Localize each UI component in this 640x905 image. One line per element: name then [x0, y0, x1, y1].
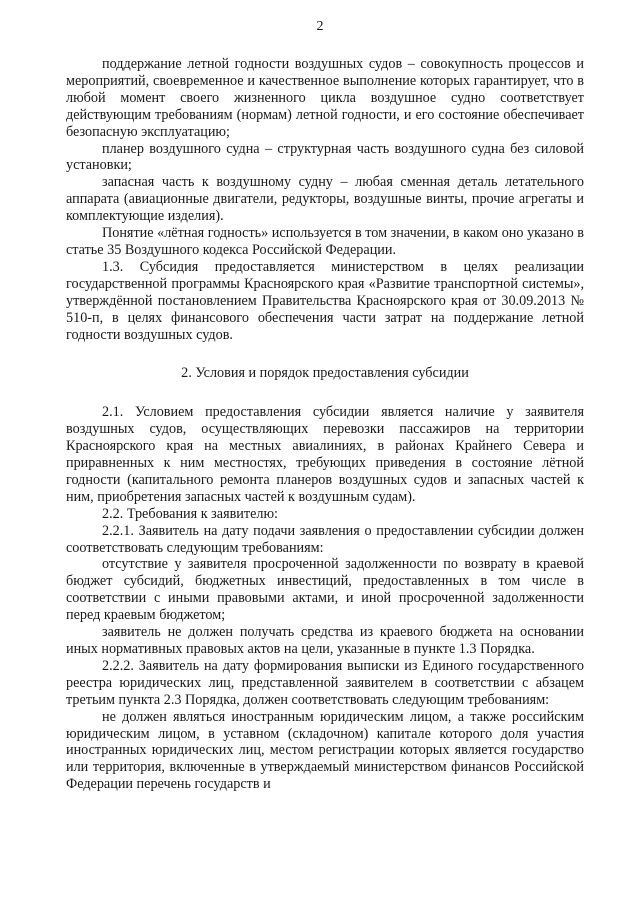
section-heading: 2. Условия и порядок предоставления субсидии	[181, 365, 469, 382]
paragraph-no-overdue-debt: отсутствие у заявителя просроченной задолженности по возврату в краевой бюджет субсидий, бюджетных инвестиций, предоставленных в том числе в соответствии с иными правовыми актами, и иной просроченной задолженности перед краевым бюджетом;	[66, 556, 584, 624]
paragraph-2-2-2: 2.2.2. Заявитель на дату формирования выписки из Единого государственного реестра юридических лиц, представленной заявителем в соответствии с абзацем третьим пункта 2.3 Порядка, должен соответствовать следующим требованиям:	[66, 657, 584, 708]
paragraph-airframe-definition: планер воздушного судна – структурная часть воздушного судна без силовой установки;	[66, 140, 584, 174]
paragraph-1-3: 1.3. Субсидия предоставляется министерством в целях реализации государственной программы Красноярского края «Развитие транспортной системы», утверждённой постановлением Правительства Красноярского края от 30.09.2013 № 510-п, в целях финансового обеспечения части затрат на поддержание летной годности воздушных судов.	[66, 258, 584, 343]
paragraph-2-2-1: 2.2.1. Заявитель на дату подачи заявления о предоставлении субсидии должен соответствовать следующим требованиям:	[66, 522, 584, 556]
paragraph-no-other-funds: заявитель не должен получать средства из краевого бюджета на основании иных нормативных правовых актов на цели, указанные в пункте 1.3 Порядка.	[66, 624, 584, 657]
paragraph-not-foreign-entity: не должен являться иностранным юридическим лицом, а также российским юридическим лицом, в уставном (складочном) капитале которого доля участия иностранных юридических лиц, местом регистрации которых является государство или территория, включенные в утверждаемый министерством финансов Российской Федерации перечень государств и	[66, 708, 584, 793]
paragraph-airworthiness-concept: Понятие «лётная годность» используется в том значении, в каком оно указано в статье 35 Воздушного кодекса Российской Федерации.	[66, 225, 584, 258]
paragraph-spare-part-definition: запасная часть к воздушному судну – любая сменная деталь летательного аппарата (авиационные двигатели, редукторы, воздушные винты, прочие агрегаты и комплектующие изделия).	[66, 174, 584, 225]
document-body	[66, 56, 584, 793]
paragraph-2-2: 2.2. Требования к заявителю:	[102, 505, 278, 522]
paragraph-airworthiness-definition: поддержание летной годности воздушных судов – совокупность процессов и мероприятий, своевременное и качественное выполнение которых гарантирует, что в любой момент своего жизненного цикла воздушное судно соответствует действующим требованиям (нормам) летной годности, и его состояние обеспечивает безопасную эксплуатацию;	[66, 56, 584, 140]
page-number: 2	[316, 19, 324, 34]
paragraph-2-1: 2.1. Условием предоставления субсидии является наличие у заявителя воздушных судов, осуществляющих перевозки пассажиров на территории Красноярского края на местных авиалиниях, в районах Крайнего Севера и приравненных к ним местностях, требующих приведения в состояние лётной годности (капитального ремонта планеров воздушных судов и запасных частей к ним, приобретения запасных частей к воздушным судам).	[66, 404, 584, 505]
